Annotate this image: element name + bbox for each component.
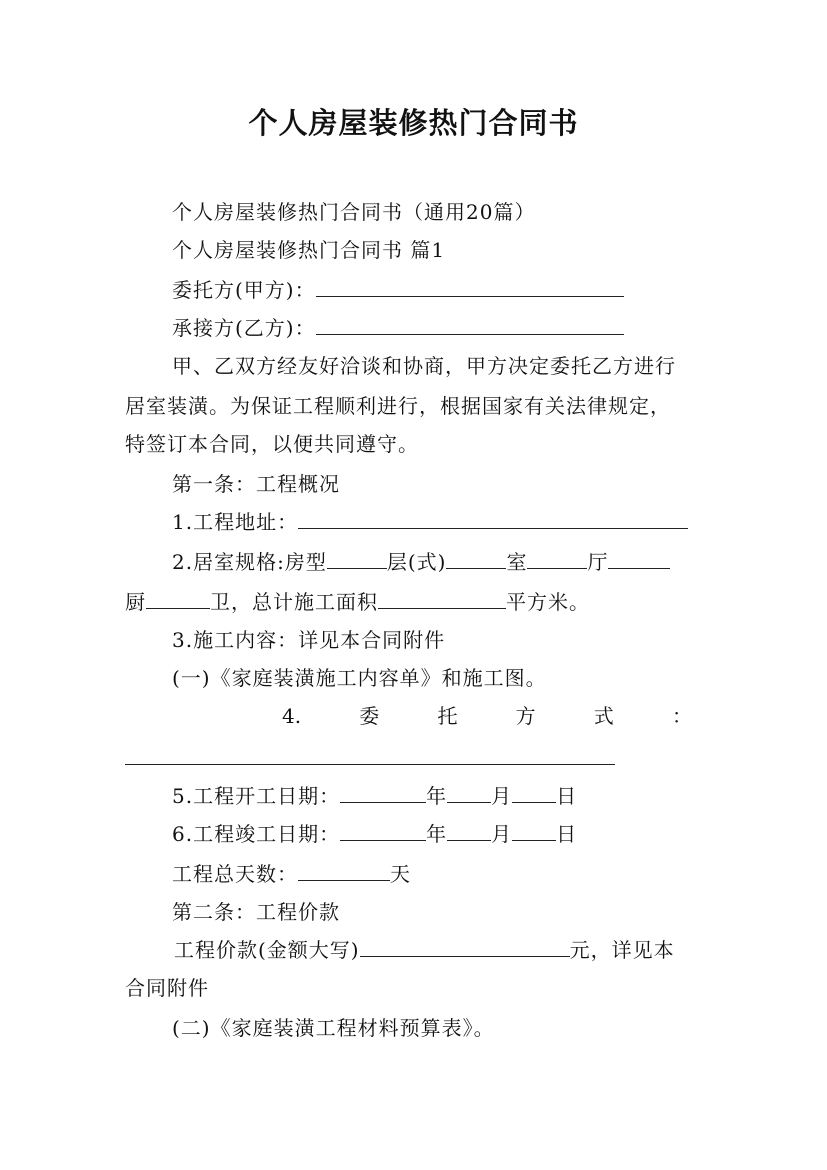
price-continued-line: 合同附件 [125,976,209,1000]
end-year-blank [340,820,426,841]
item-4-part-4: 式 [593,704,614,728]
end-month-blank [447,820,491,841]
party-b-line [172,314,624,342]
item-4-part-5: ： [671,704,692,728]
total-days-line [172,860,411,888]
item-3-sub-line: (一)《家庭装潢施工内容单》和施工图。 [172,666,547,690]
house-type-blank [327,548,387,569]
area-blank [378,588,506,609]
floor-label: 层(式) [386,550,447,574]
room-blank [527,548,587,569]
day-label: 日 [556,784,578,808]
area-unit-label: 平方米。 [506,590,590,614]
start-date-label: 5.工程开工日期： [172,784,341,808]
hall-label: 厅 [587,550,609,574]
year-label: 年 [426,784,448,808]
item-4-line [282,702,692,730]
item-4-part-1: 委 [359,704,380,728]
document-subtitle: 个人房屋装修热门合同书（通用20篇） [172,200,536,224]
day-label: 日 [556,822,578,846]
article-2-heading: 第二条：工程价款 [172,900,340,924]
document-title: 个人房屋装修热门合同书 [248,106,579,140]
price-label: 工程价款(金额大写) [174,938,360,962]
party-a-line [172,276,624,304]
floor-blank [446,548,506,569]
kitchen-blank [146,588,210,609]
item-4-part-0: 4. [282,704,302,728]
intro-paragraph-line-1: 甲、乙双方经友好洽谈和协商，甲方决定委托乙方进行 [172,354,676,378]
address-blank [298,508,688,529]
party-b-label: 承接方(乙方)： [172,316,316,340]
item-2-label: 2.居室规格:房型 [172,550,327,574]
month-label: 月 [491,822,513,846]
item-1-line [172,508,688,536]
intro-paragraph-line-3: 特签订本合同，以便共同遵守。 [125,432,419,456]
room-label: 室 [506,550,528,574]
year-label: 年 [426,822,448,846]
item-2-continued-line [125,588,590,616]
total-days-label: 工程总天数： [172,862,298,886]
price-blank [360,936,570,957]
entrust-method-blank [125,764,615,765]
intro-paragraph-line-2: 居室装潢。为保证工程顺利进行，根据国家有关法律规定， [125,394,671,418]
article-1-heading: 第一条：工程概况 [172,472,340,496]
kitchen-label: 厨 [125,590,146,614]
item-6-line [172,820,577,848]
section-heading: 个人房屋装修热门合同书 篇1 [172,238,446,262]
hall-blank [608,548,670,569]
bath-area-label: 卫，总计施工面积 [210,590,378,614]
end-date-label: 6.工程竣工日期： [172,822,341,846]
party-a-label: 委托方(甲方)： [172,278,316,302]
start-month-blank [447,782,491,803]
price-line [174,936,675,964]
start-year-blank [340,782,426,803]
price-sub-line: (二)《家庭装潢工程材料预算表》。 [172,1016,495,1040]
price-suffix: 元，详见本 [569,938,675,962]
item-3-line: 3.施工内容：详见本合同附件 [172,628,446,652]
item-1-label: 1.工程地址： [172,510,299,534]
start-day-blank [512,782,556,803]
total-days-blank [298,860,390,881]
item-5-line [172,782,577,810]
item-2-line [172,548,670,576]
item-4-part-3: 方 [515,704,536,728]
end-day-blank [512,820,556,841]
month-label: 月 [491,784,513,808]
days-unit-label: 天 [390,862,411,886]
party-a-blank [316,276,624,297]
item-4-part-2: 托 [437,704,458,728]
party-b-blank [316,314,624,335]
